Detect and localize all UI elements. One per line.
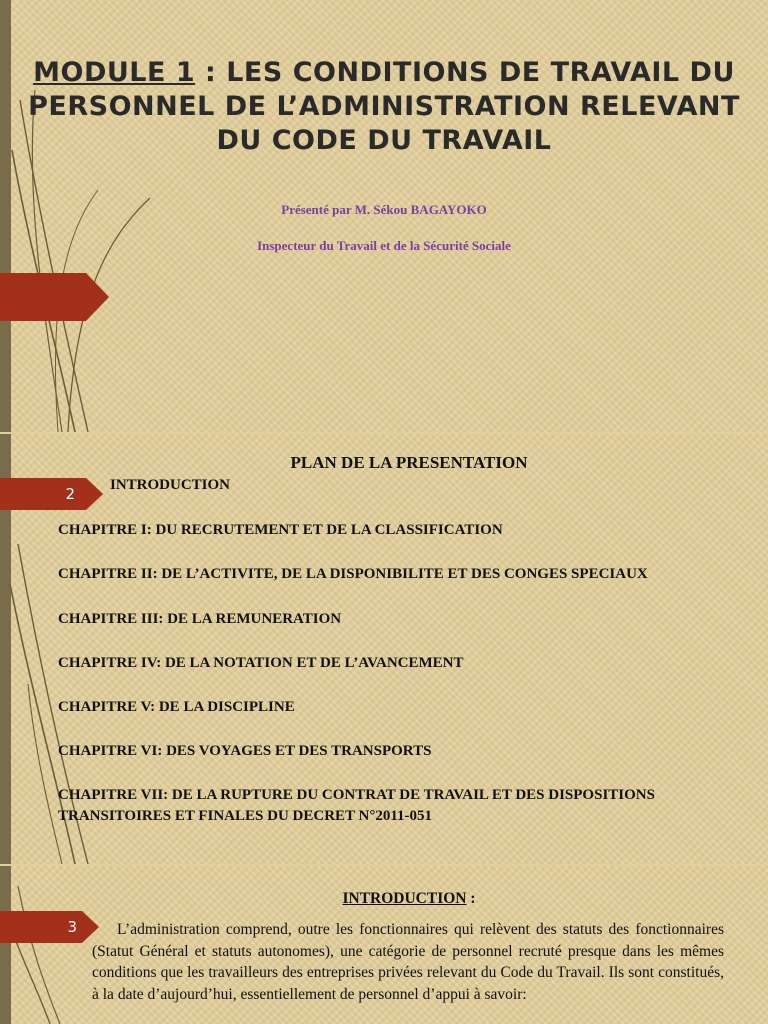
introduction-heading bbox=[0, 890, 768, 908]
slide-title bbox=[20, 56, 748, 158]
plan-chapter: CHAPITRE V: DE LA DISCIPLINE bbox=[58, 699, 295, 715]
presenter-name: Présenté par M. Sékou BAGAYOKO bbox=[281, 202, 487, 217]
presenter-role: Inspecteur du Travail et de la Sécurité Sociale bbox=[257, 238, 511, 253]
plan-chapter: CHAPITRE II: DE L’ACTIVITE, DE LA DISPONIBILITE ET DES CONGES SPECIAUX bbox=[58, 566, 648, 582]
title-text: : LES CONDITIONS DE TRAVAIL DU PERSONNEL DE L’ADMINISTRATION RELEVANT DU CODE DU TRAVAIL bbox=[28, 57, 740, 156]
slide-number: 3 bbox=[67, 918, 77, 936]
introduction-heading-text: INTRODUCTION bbox=[342, 890, 467, 907]
plan-introduction: INTRODUCTION bbox=[110, 477, 231, 493]
plan-chapter: CHAPITRE I: DU RECRUTEMENT ET DE LA CLASSIFICATION bbox=[58, 522, 503, 538]
module-label: MODULE 1 bbox=[33, 57, 196, 88]
slide-2 bbox=[0, 434, 768, 864]
plan-heading: PLAN DE LA PRESENTATION bbox=[290, 453, 528, 472]
slide-1 bbox=[0, 0, 768, 432]
slide-number: 2 bbox=[65, 485, 75, 503]
banner-arrow-shape bbox=[0, 273, 110, 321]
plan-chapter: CHAPITRE III: DE LA REMUNERATION bbox=[58, 611, 342, 627]
plan-chapter: CHAPITRE VI: DES VOYAGES ET DES TRANSPORTS bbox=[58, 743, 432, 759]
slide-number-banner bbox=[0, 478, 86, 510]
slide-3 bbox=[0, 866, 768, 1024]
introduction-paragraph: L’administration comprend, outre les fonctionnaires qui relèvent des statuts des fonctionnaires (Statut Général et statuts autonomes), une catégorie de personnel recruté presque dans les mêmes conditions que les travailleurs des entreprises privées relevant du Code du Travail. Ils sont constitués, à la date d’aujourd’hui, essentiellement de personnel d’appui à savoir: bbox=[92, 921, 724, 1003]
plan-chapter: CHAPITRE IV: DE LA NOTATION ET DE L’AVANCEMENT bbox=[58, 655, 464, 671]
introduction-heading-suffix: : bbox=[466, 890, 476, 907]
slide-number-banner bbox=[0, 911, 82, 943]
slide-banner bbox=[0, 273, 86, 321]
plan-chapter: CHAPITRE VII: DE LA RUPTURE DU CONTRAT DE TRAVAIL ET DES DISPOSITIONS TRANSITOIRES ET FINALES DU DECRET N°2011-051 bbox=[58, 787, 655, 824]
